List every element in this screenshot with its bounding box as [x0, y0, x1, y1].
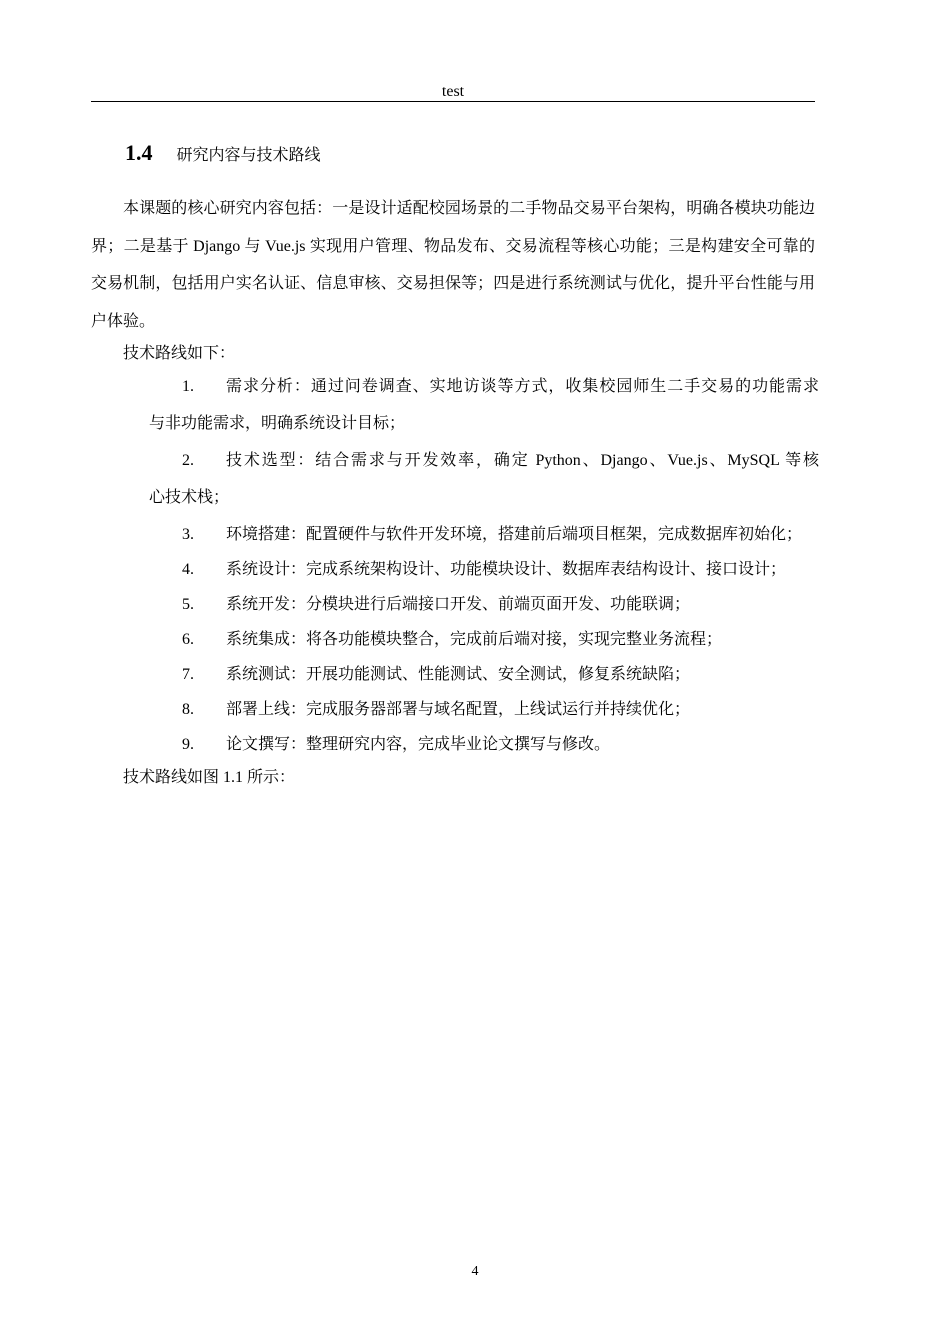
route-step	[149, 622, 819, 657]
step-number: 4.	[182, 561, 194, 578]
route-step	[149, 727, 819, 762]
step-number: 9.	[182, 736, 194, 753]
step-number: 5.	[182, 596, 194, 613]
step-text: 系统开发：分模块进行后端接口开发、前端页面开发、功能联调；	[226, 596, 691, 613]
intro-paragraph: 本课题的核心研究内容包括：一是设计适配校园场景的二手物品交易平台架构，明确各模块功能边界；二是基于 Django 与 Vue.js 实现用户管理、物品发布、交易流程等核心功能；三是构建安全可靠的交易机制，包括用户实名认证、信息审核、交易担保等；四是进行系统测试与优化，提升平台性能与用户体验。	[91, 200, 815, 330]
step-number: 8.	[182, 701, 194, 718]
step-number: 3.	[182, 526, 194, 543]
step-text: 系统集成：将各功能模块整合，完成前后端对接，实现完整业务流程；	[226, 631, 723, 648]
route-step	[149, 657, 819, 692]
route-step	[149, 443, 819, 517]
step-text: 系统测试：开展功能测试、性能测试、安全测试，修复系统缺陷；	[226, 666, 691, 683]
route-step	[149, 517, 819, 552]
route-steps-list	[149, 369, 819, 762]
step-number: 2.	[182, 452, 194, 469]
route-step	[149, 369, 819, 443]
route-step	[149, 552, 819, 587]
step-number: 7.	[182, 666, 194, 683]
step-text: 需求分析：通过问卷调查、实地访谈等方式，收集校园师生二手交易的功能需求	[226, 378, 819, 395]
route-step	[149, 692, 819, 727]
step-text-continued: 与非功能需求，明确系统设计目标；	[149, 415, 406, 432]
route-lead: 技术路线如下：	[123, 345, 236, 362]
step-text: 部署上线：完成服务器部署与域名配置，上线试运行并持续优化；	[226, 701, 691, 718]
step-number: 6.	[182, 631, 194, 648]
step-text-continued: 心技术栈；	[149, 489, 230, 506]
page-number: 4	[471, 1264, 479, 1279]
header-title: test	[441, 83, 465, 100]
step-text: 系统设计：完成系统架构设计、功能模块设计、数据库表结构设计、接口设计；	[226, 561, 787, 578]
figure-reference: 技术路线如图 1.1 所示：	[123, 769, 296, 786]
section-number: 1.4	[125, 140, 153, 165]
section-title: 研究内容与技术路线	[176, 146, 321, 164]
route-step	[149, 587, 819, 622]
step-text: 环境搭建：配置硬件与软件开发环境，搭建前后端项目框架，完成数据库初始化；	[226, 526, 803, 543]
step-text: 论文撰写：整理研究内容，完成毕业论文撰写与修改。	[226, 736, 611, 753]
step-number: 1.	[182, 378, 194, 395]
page-header	[91, 82, 815, 102]
step-text: 技术选型：结合需求与开发效率，确定 Python、Django、Vue.js、MySQL 等核	[226, 452, 819, 469]
section-heading	[125, 138, 321, 168]
